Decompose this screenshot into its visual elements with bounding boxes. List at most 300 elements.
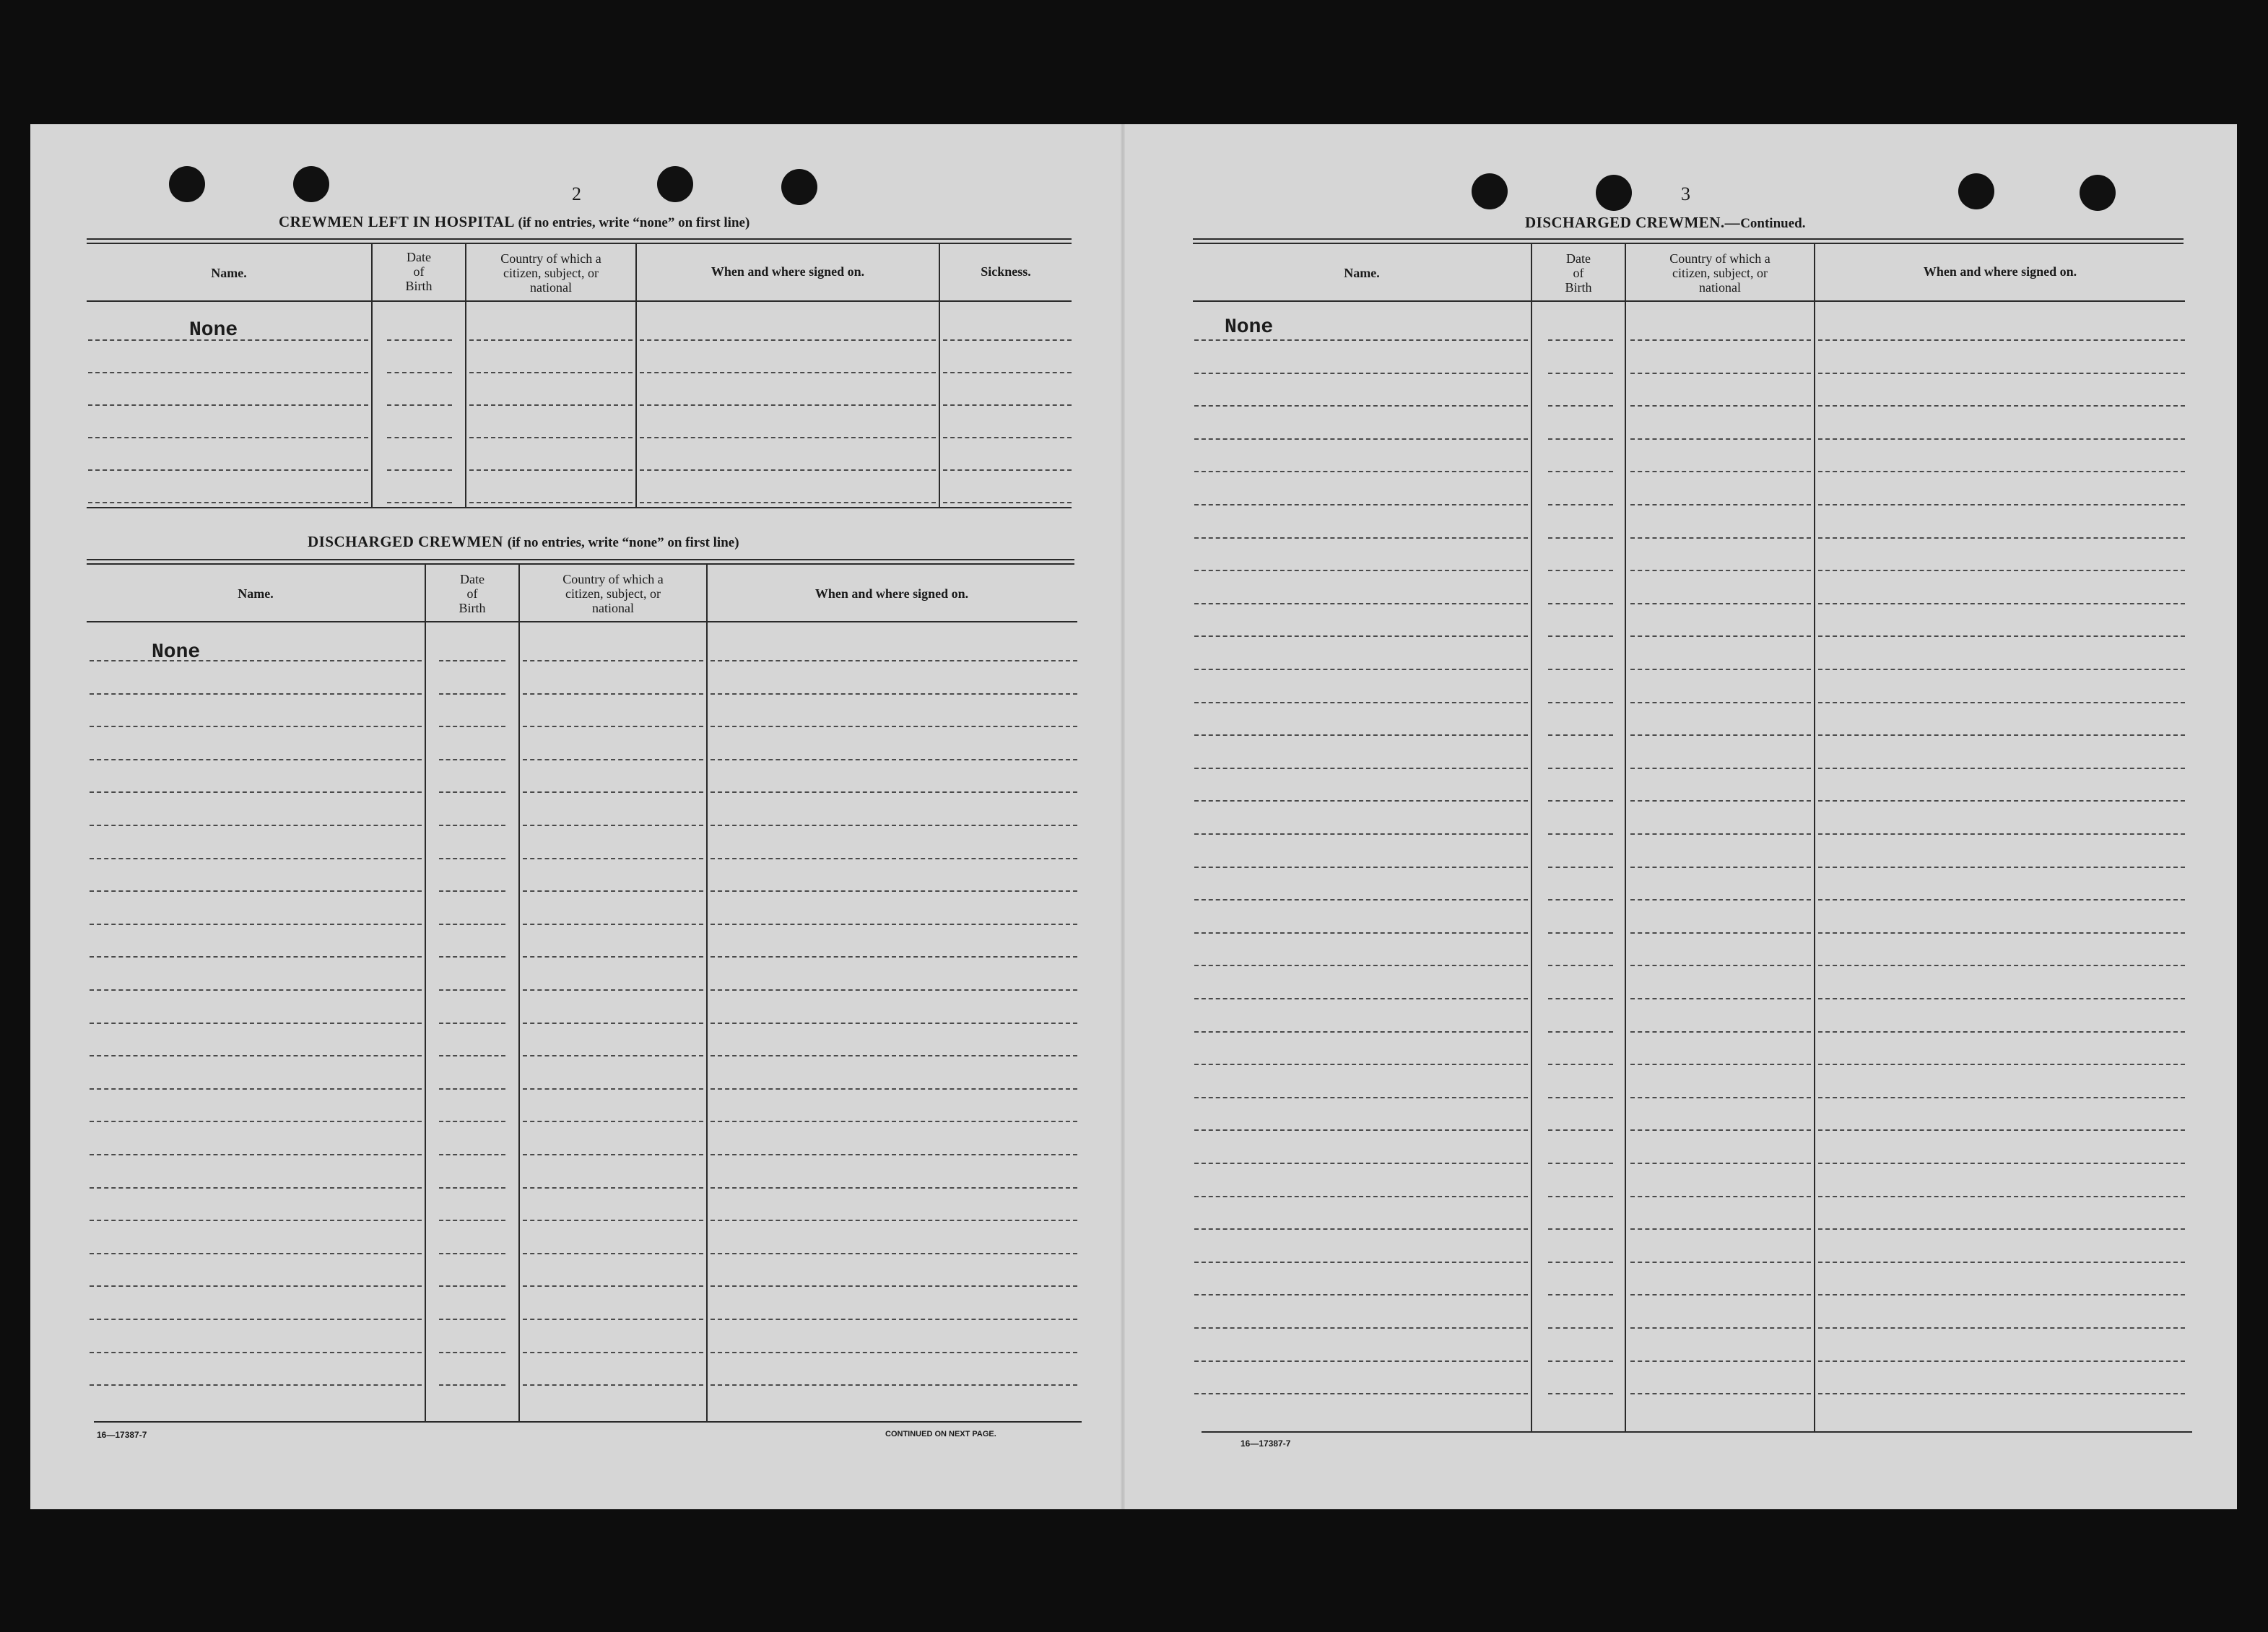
discharged-entry-line xyxy=(711,660,1077,661)
continued-entry-line xyxy=(1194,1031,1528,1033)
discharged-title-text: DISCHARGED CREWMEN xyxy=(308,533,503,550)
discharged-entry-line xyxy=(90,660,422,661)
continued-entry-line xyxy=(1818,1360,2185,1362)
hospital-entry-line xyxy=(469,372,633,373)
hospital-entry-line xyxy=(469,339,633,341)
discharged-entry-line xyxy=(711,1088,1077,1090)
continued-entry-line xyxy=(1548,471,1613,472)
right-bottom-rule xyxy=(1202,1431,2192,1433)
continued-entry-line xyxy=(1818,339,2185,341)
continued-entry-line xyxy=(1548,1228,1613,1230)
hospital-header-signed: When and where signed on. xyxy=(711,264,865,279)
continued-entry-line xyxy=(1194,1228,1528,1230)
discharged-entry-line xyxy=(90,1154,422,1155)
discharged-entry-line xyxy=(439,858,505,859)
continued-entry-line xyxy=(1818,405,2185,407)
hospital-entry-line xyxy=(943,437,1072,438)
discharged-entry-line xyxy=(711,1253,1077,1254)
discharged-entry-line xyxy=(90,1055,422,1056)
continued-entry-line xyxy=(1630,932,1811,934)
discharged-entry-line xyxy=(439,660,505,661)
discharged-header-country: Country of which a citizen, subject, or national xyxy=(562,572,664,615)
discharged-entry-line xyxy=(711,759,1077,760)
right-entry: None xyxy=(1225,316,1274,339)
discharged-entry-line xyxy=(711,989,1077,991)
discharged-entry-line xyxy=(711,1384,1077,1386)
discharged-entry-line xyxy=(523,1220,703,1221)
continued-entry-line xyxy=(1194,833,1528,835)
continued-entry-line xyxy=(1818,1031,2185,1033)
continued-entry-line xyxy=(1194,702,1528,703)
continued-entry-line xyxy=(1548,734,1613,736)
continued-entry-line xyxy=(1548,899,1613,900)
punch-hole xyxy=(1596,175,1632,211)
continued-entry-line xyxy=(1548,570,1613,571)
hospital-col-divider xyxy=(635,244,637,507)
hospital-entry-line xyxy=(943,404,1072,406)
discharged-entry-line xyxy=(711,1220,1077,1221)
continued-entry-line xyxy=(1818,768,2185,769)
continued-entry-line xyxy=(1194,537,1528,539)
discharged-entry-line xyxy=(90,1319,422,1320)
hospital-header-sickness: Sickness. xyxy=(981,264,1031,279)
continued-entry-line xyxy=(1630,1097,1811,1098)
discharged-entry-line xyxy=(711,858,1077,859)
punch-hole xyxy=(169,166,205,202)
continued-entry-line xyxy=(1630,998,1811,999)
hospital-header-name: Name. xyxy=(211,266,247,280)
discharged-entry-line xyxy=(439,1121,505,1122)
discharged-entry-line xyxy=(439,1285,505,1287)
continued-entry-line xyxy=(1818,603,2185,604)
discharged-entry-line xyxy=(90,924,422,925)
continued-entry-line xyxy=(1194,405,1528,407)
continued-entry-line xyxy=(1194,603,1528,604)
discharged-entry-line xyxy=(711,1055,1077,1056)
continued-entry-line xyxy=(1818,867,2185,868)
continued-entry-line xyxy=(1818,998,2185,999)
discharged-entry-line xyxy=(439,1154,505,1155)
continued-entry-line xyxy=(1548,504,1613,505)
discharged-entry-line xyxy=(523,791,703,793)
continued-entry-line xyxy=(1630,405,1811,407)
continued-entry-line xyxy=(1818,570,2185,571)
right-header-signed: When and where signed on. xyxy=(1923,264,2077,279)
continued-entry-line xyxy=(1630,471,1811,472)
continued-entry-line xyxy=(1194,768,1528,769)
continued-entry-line xyxy=(1630,702,1811,703)
continued-entry-line xyxy=(1194,339,1528,341)
discharged-col-divider xyxy=(706,565,708,1421)
continued-entry-line xyxy=(1630,1262,1811,1263)
hospital-header-rule xyxy=(87,300,1072,302)
continued-entry-line xyxy=(1630,1129,1811,1131)
discharged-entry-line xyxy=(439,791,505,793)
continued-entry-line xyxy=(1194,1360,1528,1362)
continued-entry-line xyxy=(1548,1360,1613,1362)
discharged-top-rule xyxy=(87,559,1074,560)
discharged-entry-line xyxy=(523,660,703,661)
continued-entry-line xyxy=(1548,1064,1613,1065)
continued-entry-line xyxy=(1630,965,1811,966)
continued-entry-line xyxy=(1630,1031,1811,1033)
discharged-entry-line xyxy=(711,1023,1077,1024)
continued-entry-line xyxy=(1630,339,1811,341)
right-header-country: Country of which a citizen, subject, or national xyxy=(1669,251,1770,295)
discharged-entry-line xyxy=(711,1285,1077,1287)
continued-entry-line xyxy=(1630,537,1811,539)
continued-entry-line xyxy=(1194,1262,1528,1263)
right-col-divider xyxy=(1814,244,1815,1431)
discharged-section-title xyxy=(308,533,739,551)
discharged-entry-line xyxy=(439,989,505,991)
continued-entry-line xyxy=(1630,669,1811,670)
discharged-entry-line xyxy=(90,1220,422,1221)
continued-entry-line xyxy=(1548,339,1613,341)
page-number: 2 xyxy=(572,183,581,204)
continued-entry-line xyxy=(1818,669,2185,670)
continued-entry-line xyxy=(1630,1360,1811,1362)
discharged-entry-line xyxy=(523,1088,703,1090)
continued-entry-line xyxy=(1548,1031,1613,1033)
discharged-entry: None xyxy=(152,641,201,664)
discharged-entry-line xyxy=(523,1384,703,1386)
hospital-entry-line xyxy=(943,469,1072,471)
hospital-top-rule xyxy=(87,243,1072,244)
discharged-entry-line xyxy=(523,858,703,859)
continued-entry-line xyxy=(1194,899,1528,900)
continued-entry-line xyxy=(1548,373,1613,374)
continued-entry-line xyxy=(1548,1294,1613,1295)
continued-entry-line xyxy=(1194,373,1528,374)
hospital-entry-line xyxy=(88,502,368,503)
discharged-entry-line xyxy=(439,924,505,925)
hospital-entry-line xyxy=(469,502,633,503)
discharged-entry-line xyxy=(439,726,505,727)
discharged-entry-line xyxy=(439,1253,505,1254)
right-header-name: Name. xyxy=(1344,266,1380,280)
right-header-dob: Date of Birth xyxy=(1565,251,1592,295)
continued-entry-line xyxy=(1818,1196,2185,1197)
hospital-entry-line xyxy=(640,372,936,373)
continued-entry-line xyxy=(1548,1262,1613,1263)
continued-entry-line xyxy=(1630,1064,1811,1065)
continued-entry-line xyxy=(1818,965,2185,966)
continued-entry-line xyxy=(1194,1097,1528,1098)
discharged-entry-line xyxy=(711,1187,1077,1189)
hospital-entry-line xyxy=(387,339,452,341)
continued-entry-line xyxy=(1548,537,1613,539)
discharged-entry-line xyxy=(439,1055,505,1056)
continued-entry-line xyxy=(1630,800,1811,802)
discharged-entry-line xyxy=(523,956,703,958)
discharged-entry-line xyxy=(523,1253,703,1254)
continued-entry-line xyxy=(1818,1294,2185,1295)
continued-entry-line xyxy=(1818,734,2185,736)
discharged-col-divider xyxy=(518,565,520,1421)
continued-entry-line xyxy=(1194,1163,1528,1164)
punch-hole xyxy=(781,169,817,205)
continued-entry-line xyxy=(1818,471,2185,472)
document-sheet xyxy=(30,124,2237,1509)
continued-entry-line xyxy=(1548,405,1613,407)
discharged-entry-line xyxy=(90,791,422,793)
continued-entry-line xyxy=(1548,1097,1613,1098)
continued-entry-line xyxy=(1194,867,1528,868)
discharged-entry-line xyxy=(90,726,422,727)
discharged-title-note: (if no entries, write “none” on first line) xyxy=(507,535,739,550)
hospital-header-country: Country of which a citizen, subject, or national xyxy=(500,251,601,295)
continued-entry-line xyxy=(1818,1064,2185,1065)
hospital-entry-line xyxy=(387,437,452,438)
hospital-top-rule xyxy=(87,238,1072,240)
discharged-bottom-rule xyxy=(94,1421,1082,1423)
discharged-header-signed: When and where signed on. xyxy=(814,586,969,601)
discharged-entry-line xyxy=(90,1121,422,1122)
discharged-entry-line xyxy=(90,1384,422,1386)
discharged-entry-line xyxy=(90,825,422,826)
continued-entry-line xyxy=(1630,438,1811,440)
continued-entry-line xyxy=(1548,998,1613,999)
hospital-entry-line xyxy=(469,404,633,406)
continued-entry-line xyxy=(1194,800,1528,802)
continued-entry-line xyxy=(1548,438,1613,440)
discharged-entry-line xyxy=(90,1285,422,1287)
discharged-entry-line xyxy=(711,956,1077,958)
continued-entry-line xyxy=(1194,669,1528,670)
continued-note: CONTINUED ON NEXT PAGE. xyxy=(885,1430,996,1438)
continued-entry-line xyxy=(1194,932,1528,934)
continued-entry-line xyxy=(1194,1327,1528,1329)
right-form-number: 16—17387-7 xyxy=(1241,1438,1291,1449)
continued-entry-line xyxy=(1630,1393,1811,1394)
continued-entry-line xyxy=(1818,504,2185,505)
continued-entry-line xyxy=(1630,635,1811,637)
discharged-entry-line xyxy=(439,759,505,760)
continued-entry-line xyxy=(1818,1228,2185,1230)
discharged-entry-line xyxy=(90,989,422,991)
discharged-entry-line xyxy=(523,1055,703,1056)
hospital-entry-line xyxy=(640,339,936,341)
hospital-entry-line xyxy=(387,404,452,406)
hospital-entry-line xyxy=(640,502,936,503)
continued-entry-line xyxy=(1194,1196,1528,1197)
discharged-entry-line xyxy=(439,1384,505,1386)
continued-entry-line xyxy=(1818,1129,2185,1131)
hospital-entry-line xyxy=(640,404,936,406)
continued-entry-line xyxy=(1818,537,2185,539)
punch-hole xyxy=(293,166,329,202)
punch-hole xyxy=(2080,175,2116,211)
discharged-header-name: Name. xyxy=(238,586,274,601)
discharged-entry-line xyxy=(439,1220,505,1221)
continued-entry-line xyxy=(1194,1393,1528,1394)
hospital-header-dob: Date of Birth xyxy=(405,250,433,293)
hospital-entry-line xyxy=(88,404,368,406)
continued-entry-line xyxy=(1630,768,1811,769)
continued-entry-line xyxy=(1194,965,1528,966)
continued-entry-line xyxy=(1548,833,1613,835)
continued-entry-line xyxy=(1194,1129,1528,1131)
punch-hole xyxy=(1958,173,1994,209)
discharged-entry-line xyxy=(523,924,703,925)
continued-entry-line xyxy=(1630,504,1811,505)
continued-entry-line xyxy=(1630,1196,1811,1197)
continued-entry-line xyxy=(1194,570,1528,571)
hospital-section-title xyxy=(279,213,750,231)
continued-entry-line xyxy=(1630,570,1811,571)
right-col-divider xyxy=(1531,244,1532,1431)
continued-entry-line xyxy=(1548,932,1613,934)
continued-entry-line xyxy=(1548,603,1613,604)
continued-entry-line xyxy=(1630,373,1811,374)
discharged-entry-line xyxy=(439,825,505,826)
continued-entry-line xyxy=(1548,965,1613,966)
hospital-title-text: CREWMEN LEFT IN HOSPITAL xyxy=(279,213,514,230)
continued-entry-line xyxy=(1194,438,1528,440)
right-header-rule xyxy=(1193,300,2185,302)
hospital-entry-line xyxy=(88,469,368,471)
discharged-entry-line xyxy=(523,890,703,892)
continued-entry-line xyxy=(1818,932,2185,934)
hospital-entry-line xyxy=(469,437,633,438)
discharged-entry-line xyxy=(90,956,422,958)
discharged-entry-line xyxy=(439,693,505,695)
continued-entry-line xyxy=(1818,438,2185,440)
discharged-entry-line xyxy=(711,1154,1077,1155)
continued-entry-line xyxy=(1548,800,1613,802)
hospital-entry-line xyxy=(387,502,452,503)
discharged-entry-line xyxy=(711,1319,1077,1320)
discharged-entry-line xyxy=(523,759,703,760)
hospital-entry-line xyxy=(943,372,1072,373)
continued-entry-line xyxy=(1818,1393,2185,1394)
continued-entry-line xyxy=(1548,669,1613,670)
continued-entry-line xyxy=(1818,1163,2185,1164)
punch-hole xyxy=(1472,173,1508,209)
continued-entry-line xyxy=(1630,899,1811,900)
discharged-top-rule xyxy=(87,563,1074,565)
discharged-entry-line xyxy=(439,1088,505,1090)
discharged-entry-line xyxy=(90,1352,422,1353)
discharged-entry-line xyxy=(523,825,703,826)
hospital-col-divider xyxy=(939,244,940,507)
continued-title-suffix: Continued. xyxy=(1740,216,1806,231)
discharged-entry-line xyxy=(439,1187,505,1189)
discharged-header-dob: Date of Birth xyxy=(459,572,486,615)
continued-entry-line xyxy=(1630,1294,1811,1295)
continued-entry-line xyxy=(1548,702,1613,703)
hospital-entry-line xyxy=(387,469,452,471)
left-form-number: 16—17387-7 xyxy=(97,1430,147,1440)
discharged-entry-line xyxy=(439,1352,505,1353)
continued-entry-line xyxy=(1630,833,1811,835)
hospital-entry: None xyxy=(189,319,238,342)
continued-entry-line xyxy=(1818,1262,2185,1263)
continued-entry-line xyxy=(1194,1294,1528,1295)
continued-entry-line xyxy=(1630,1327,1811,1329)
continued-entry-line xyxy=(1548,1129,1613,1131)
continued-section-title xyxy=(1525,214,1805,232)
continued-entry-line xyxy=(1194,635,1528,637)
continued-entry-line xyxy=(1548,1393,1613,1394)
continued-entry-line xyxy=(1548,1196,1613,1197)
discharged-entry-line xyxy=(439,1023,505,1024)
discharged-entry-line xyxy=(90,693,422,695)
hospital-entry-line xyxy=(88,372,368,373)
discharged-entry-line xyxy=(711,825,1077,826)
discharged-entry-line xyxy=(90,890,422,892)
continued-entry-line xyxy=(1548,867,1613,868)
continued-entry-line xyxy=(1548,1327,1613,1329)
discharged-entry-line xyxy=(523,1319,703,1320)
discharged-entry-line xyxy=(523,1121,703,1122)
right-col-divider xyxy=(1625,244,1626,1431)
discharged-entry-line xyxy=(90,759,422,760)
hospital-entry-line xyxy=(640,437,936,438)
hospital-entry-line xyxy=(943,339,1072,341)
page-number: 3 xyxy=(1681,183,1690,204)
discharged-entry-line xyxy=(90,1088,422,1090)
discharged-entry-line xyxy=(711,1121,1077,1122)
continued-entry-line xyxy=(1818,1327,2185,1329)
hospital-entry-line xyxy=(640,469,936,471)
discharged-entry-line xyxy=(523,1285,703,1287)
continued-entry-line xyxy=(1818,635,2185,637)
discharged-entry-line xyxy=(439,890,505,892)
continued-entry-line xyxy=(1194,504,1528,505)
punch-hole xyxy=(657,166,693,202)
continued-entry-line xyxy=(1194,1064,1528,1065)
page-fold xyxy=(1121,124,1125,1509)
continued-entry-line xyxy=(1630,734,1811,736)
continued-entry-line xyxy=(1548,1163,1613,1164)
continued-entry-line xyxy=(1630,867,1811,868)
discharged-entry-line xyxy=(523,726,703,727)
right-top-rule xyxy=(1193,238,2184,240)
discharged-entry-line xyxy=(90,858,422,859)
discharged-entry-line xyxy=(711,1352,1077,1353)
discharged-entry-line xyxy=(90,1253,422,1254)
continued-entry-line xyxy=(1194,471,1528,472)
discharged-entry-line xyxy=(523,1023,703,1024)
continued-entry-line xyxy=(1630,1228,1811,1230)
continued-entry-line xyxy=(1818,1097,2185,1098)
discharged-entry-line xyxy=(439,956,505,958)
discharged-header-rule xyxy=(87,621,1077,622)
hospital-entry-line xyxy=(469,469,633,471)
hospital-entry-line xyxy=(387,372,452,373)
discharged-entry-line xyxy=(523,693,703,695)
discharged-entry-line xyxy=(711,693,1077,695)
discharged-entry-line xyxy=(711,791,1077,793)
hospital-entry-line xyxy=(88,339,368,341)
hospital-entry-line xyxy=(88,437,368,438)
discharged-entry-line xyxy=(523,989,703,991)
continued-entry-line xyxy=(1818,833,2185,835)
discharged-entry-line xyxy=(90,1023,422,1024)
continued-entry-line xyxy=(1818,899,2185,900)
hospital-title-note: (if no entries, write “none” on first line) xyxy=(518,215,750,230)
discharged-entry-line xyxy=(523,1154,703,1155)
continued-entry-line xyxy=(1194,734,1528,736)
continued-entry-line xyxy=(1630,1163,1811,1164)
hospital-bottom-rule xyxy=(87,507,1072,508)
discharged-entry-line xyxy=(523,1187,703,1189)
continued-entry-line xyxy=(1818,702,2185,703)
right-top-rule xyxy=(1193,243,2184,244)
continued-entry-line xyxy=(1818,373,2185,374)
